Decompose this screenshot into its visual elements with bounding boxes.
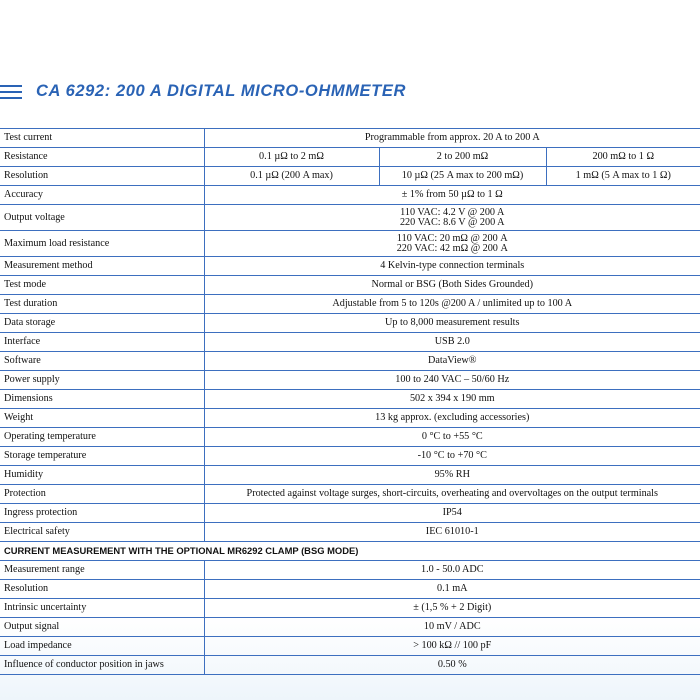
table-row	[0, 485, 700, 504]
spec-label: Software	[0, 352, 204, 371]
spec-value: 0.1 mA	[204, 580, 700, 599]
table-row	[0, 428, 700, 447]
spec-label: Intrinsic uncertainty	[0, 599, 204, 618]
table-row	[0, 656, 700, 675]
spec-label: Influence of conductor position in jaws	[0, 656, 204, 675]
spec-value: Up to 8,000 measurement results	[204, 314, 700, 333]
spec-value-line: 110 VAC: 20 mΩ @ 200 A	[396, 232, 508, 244]
spec-value: > 100 kΩ // 100 pF	[204, 637, 700, 656]
section-heading: CURRENT MEASUREMENT WITH THE OPTIONAL MR6292 CLAMP (BSG MODE)	[0, 542, 700, 561]
table-row	[0, 599, 700, 618]
spec-label: Humidity	[0, 466, 204, 485]
spec-value: 0.1 µΩ to 2 mΩ	[204, 148, 379, 167]
section-heading-row	[0, 542, 700, 561]
spec-value: 1 mΩ (5 A max to 1 Ω)	[546, 167, 700, 186]
table-row	[0, 148, 700, 167]
spec-value: 502 x 394 x 190 mm	[204, 390, 700, 409]
spec-value: 95% RH	[204, 466, 700, 485]
table-row	[0, 447, 700, 466]
spec-label: Maximum load resistance	[0, 231, 204, 257]
spec-label: Resistance	[0, 148, 204, 167]
table-row	[0, 618, 700, 637]
spec-label: Weight	[0, 409, 204, 428]
table-row	[0, 257, 700, 276]
table-row	[0, 314, 700, 333]
spec-value: Normal or BSG (Both Sides Grounded)	[204, 276, 700, 295]
spec-value: -10 °C to +70 °C	[204, 447, 700, 466]
spec-value-line: 220 VAC: 8.6 V @ 200 A	[399, 216, 505, 228]
table-row	[0, 352, 700, 371]
table-row	[0, 371, 700, 390]
table-row	[0, 333, 700, 352]
spec-value: USB 2.0	[204, 333, 700, 352]
spec-value: 13 kg approx. (excluding accessories)	[204, 409, 700, 428]
table-row	[0, 186, 700, 205]
spec-label: Resolution	[0, 580, 204, 599]
spec-value: 10 µΩ (25 A max to 200 mΩ)	[379, 167, 546, 186]
table-row	[0, 504, 700, 523]
spec-value: Adjustable from 5 to 120s @200 A / unlimited up to 100 A	[204, 295, 700, 314]
table-row	[0, 637, 700, 656]
table-row	[0, 205, 700, 231]
table-row	[0, 390, 700, 409]
spec-value-line: 110 VAC: 4.2 V @ 200 A	[400, 206, 505, 218]
header	[0, 82, 700, 106]
table-row	[0, 580, 700, 599]
spec-label: Storage temperature	[0, 447, 204, 466]
table-row	[0, 561, 700, 580]
spec-label: Resolution	[0, 167, 204, 186]
table-row	[0, 129, 700, 148]
spec-label: Interface	[0, 333, 204, 352]
spec-label: Accuracy	[0, 186, 204, 205]
spec-label: Measurement method	[0, 257, 204, 276]
spec-label: Operating temperature	[0, 428, 204, 447]
spec-label: Test current	[0, 129, 204, 148]
spec-table	[0, 128, 700, 675]
spec-value	[204, 231, 700, 257]
spec-label: Test mode	[0, 276, 204, 295]
spec-value: 100 to 240 VAC – 50/60 Hz	[204, 371, 700, 390]
table-row	[0, 523, 700, 542]
spec-value: 0.1 µΩ (200 A max)	[204, 167, 379, 186]
spec-value: 2 to 200 mΩ	[379, 148, 546, 167]
spec-value: 10 mV / ADC	[204, 618, 700, 637]
spec-label: Output signal	[0, 618, 204, 637]
spec-value: 0.50 %	[204, 656, 700, 675]
spec-value: DataView®	[204, 352, 700, 371]
spec-value: 1.0 - 50.0 ADC	[204, 561, 700, 580]
spec-value: ± 1% from 50 µΩ to 1 Ω	[204, 186, 700, 205]
spec-label: Power supply	[0, 371, 204, 390]
spec-value: 200 mΩ to 1 Ω	[546, 148, 700, 167]
page-title: CA 6292: 200 A DIGITAL MICRO-OHMMETER	[36, 82, 406, 100]
spec-label: Ingress protection	[0, 504, 204, 523]
table-row	[0, 167, 700, 186]
spec-label: Electrical safety	[0, 523, 204, 542]
spec-value: IEC 61010-1	[204, 523, 700, 542]
spec-value: Programmable from approx. 20 A to 200 A	[204, 129, 700, 148]
spec-value	[204, 205, 700, 231]
table-row	[0, 276, 700, 295]
spec-label: Load impedance	[0, 637, 204, 656]
spec-label: Output voltage	[0, 205, 204, 231]
spec-label: Protection	[0, 485, 204, 504]
spec-value-line: 220 VAC: 42 mΩ @ 200 A	[396, 242, 508, 254]
spec-value: 0 °C to +55 °C	[204, 428, 700, 447]
menu-icon[interactable]	[0, 84, 22, 100]
table-row	[0, 295, 700, 314]
spec-label: Dimensions	[0, 390, 204, 409]
spec-label: Data storage	[0, 314, 204, 333]
spec-label: Measurement range	[0, 561, 204, 580]
spec-value: 4 Kelvin-type connection terminals	[204, 257, 700, 276]
spec-value: ± (1,5 % + 2 Digit)	[204, 599, 700, 618]
spec-value: Protected against voltage surges, short-circuits, overheating and overvoltages on the output terminals	[204, 485, 700, 504]
table-row	[0, 231, 700, 257]
spec-value: IP54	[204, 504, 700, 523]
table-row	[0, 466, 700, 485]
spec-label: Test duration	[0, 295, 204, 314]
table-row	[0, 409, 700, 428]
